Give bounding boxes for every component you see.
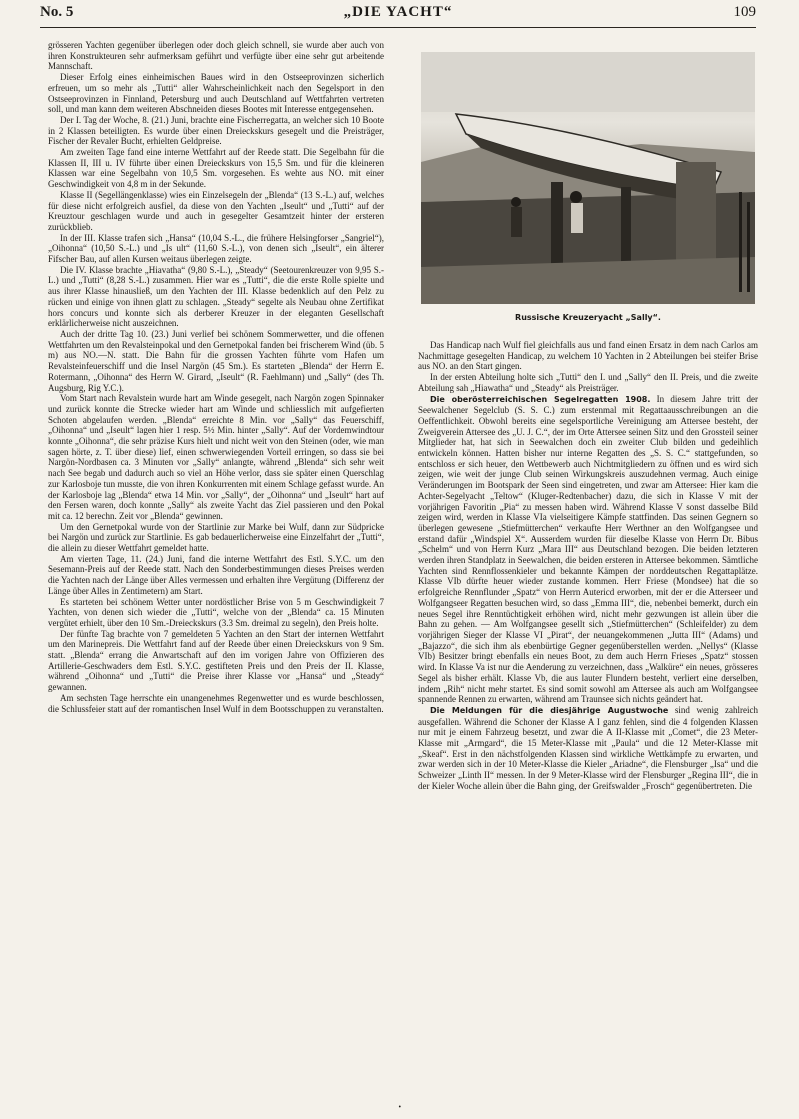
header-rule bbox=[40, 27, 756, 28]
paragraph: Das Handicap nach Wulf fiel gleichfalls aus und fand einen Ersatz in dem nach Carlos am Nachmittage gesegelten Handicap, zu welchem 10 Yachten in 2 Abteilungen bei steifer Brise aus NO. an den Start gingen. bbox=[418, 340, 758, 372]
paragraph: Vom Start nach Revalstein wurde hart am Winde gesegelt, nach Nargön zogen Spinnaker und zurück konnte die Strecke wieder hart am Winde und schliesslich mit aufgefierten Schoten abgelaufen werden. „Blenda“ erreichte 8 Min. vor „Sally“ das Feuerschiff, „Oihonna“ und „Iseult“ lagen hier 1 resp. 5½ Min. hinter „Sally“. Auf der Vordemwindtour konnte „Oihonna“, die sehr präzise Kurs hielt und nicht weit von den Steinen (oder, wie man sagen hörte, z. T. über diese) lief, einen schwerwiegenden Vorteil erringen, so dass sie bei Nargön-Nordbasen ca. 3 Minuten vor „Sally“ anlangte, während „Blenda“ sich sehr weit nach See begab und dadurch auch so viel an Höhe verlor, dass sie später einen Querschlag zur Karlosboje tun musste, die von ihren Konkurrenten mit einem Schlage gefasst wurde. An der Karlosboje lag „Blenda“ etwa 14 Min. vor „Sally“, der „Oihonna“ und „Iseult“ hart auf den Fersen waren, doch konnte „Sally“ als zweite Yacht das Ziel passieren und den Pokal mit ca. 12 berechn. Zeit vor „Blenda“ gewinnen. bbox=[48, 393, 384, 521]
section-text: In diesem Jahre tritt der Seewalchener Segelclub (S. S. C.) zum erstenmal mit Regattaausschreibungen an die Oeffentlichkeit. Obwohl bereits eine segelsportliche Vereinigung am Attersee besteht, der Zweigverein Attersee des „U. J. C.“, der im Orte Attersee seinen Sitz und den Grossteil seiner Mitglieder hat, hat sich in Seewalchen doch ein zweiter Club bilden und gedeihlich entwickeln können. Hatten bisher nur interne Regatten des „S. S. C.“ stattgefunden, so entschloss er sich heuer, den Wettbewerb auch Nichtmitgliedern zu öffnen und es wird sich zeigen, wie weit der junge Club seinen Wirkungskreis auszudehnen vermag. Auch einige Veränderungen im Bootspark der Seen sind eingetreten, und zwar am Attersee: Hier kam die Achter-Segelyacht „Teltow“ (Kluger-Redtenbacher) dazu, die sich in Klasse V mit der vorjährigen Favoritin „Pia“ zu messen haben wird. Während Klasse V sonst dasselbe Bild zeigen wird, werden in Klasse VIa vielseitigere Kämpfe stattfinden. Das seinen Gegnern so überlegen gewesene „Stiefmütterchen“ verkaufte Herr Werthner an den Wolfgangsee und erstand dafür „Windspiel X“. Ausserdem wurden für dieselbe Klasse von Herrn Dr. Bibus „Schelm“ und von Herrn Kurz „Mara III“ aus Deutschland bezogen. Die beiden letzteren werden ihren Standplatz in Seewalchen, die beiden ersteren in Attersee bekommen. Sämtliche Yachten sind Rennflossenkieler und bekannte Kämpen der norddeutschen Regattaplätze. Klasse VIb dürfte heuer wieder zustande kommen. Herr Friese (Mondsee) hat die so erfolgreiche Rennflunder „Spatz“ von Herrn Autericd erworben, mit der er die Atterseer und Wolfgangseer Regatten besuchen wird, so dass „Emma III“, die, nebenbei bemerkt, durch ein neues Segel ihre Renntüchtigkeit erhöhen wird, nicht mehr gezwungen ist allein über die Bahn zu gehen. — Am Wolfgangsee gesellt sich „Stiefmütterchen“ (Schleifelder) zu dem vorjährigen Sieger der Klasse VI „Pirat“, der neuangekommenen „Jutta III“ (Adams) und „Bajazzo“, die sich ihm als ebenbürtige Gegner gegenüberstellen werden. „Nellys“ (Klasse VIb) Besitzer bringt ebenfalls ein neues Boot, zu dem auch Herrn Frieses „Spatz“ stossen wird. In Klasse Va ist nur die Aenderung zu verzeichnen, dass „Walküre“ ein neues, grösseres Segel als bisher erhält. Klasse Vb, die aus lauter Flundern besteht, verliert eine derselben, indem „Rih“ nicht mehr startet. Es sind somit sowohl am Attersee als auch am Wolfgangsee spannende Rennen zu erwarten, während am Traunsee sich nichts geändert hat. bbox=[418, 393, 758, 705]
paragraph: Um den Gernetpokal wurde von der Startlinie zur Marke bei Wulf, dann zur Südpricke bei Nargön und zurück zur Startlinie. Es gab bedauerlicherweise eine Einzelfahrt der „Tutti“, die allein zu dieser Wettfahrt gemeldet hatte. bbox=[48, 521, 384, 554]
paragraph: Auch der dritte Tag 10. (23.) Juni verlief bei schönem Sommerwetter, und die offenen Wettfahrten um den Revalsteinpokal und den Gernetpokal fanden bei frischerem Wind (üb. 5 m) aus NO.—N. statt. Die Bahn für die grossen Yachten führte vom Hafen um Revalsteinfeuerschiff und die Insel Nargön (45 Sm.). Es starteten „Blenda“ der Herrn E. Rotermann, „Oihonna“ des Herrn W. Girard, „Iseult“ (R. Faehlmann) und „Sally“ (des Th. Augsburg, Rig Y.C.). bbox=[48, 328, 384, 393]
paragraph: Der I. Tag der Woche, 8. (21.) Juni, brachte eine Fischerregatta, an welcher sich 10 Boote in 2 Klassen beteiligten. Es wurde über einen Dreieckskurs gesegelt und die Preisträger, Fischer der Revaler Bucht, erhielten Geldpreise. bbox=[48, 114, 384, 147]
left-column bbox=[48, 40, 384, 1105]
paragraph: Die IV. Klasse brachte „Hiavatha“ (9,80 S.-L.), „Steady“ (Seetourenkreuzer von 9,95 S.-L.) und „Tutti“ (8,28 S.-L.) zusammen. Hier war es „Tutti“, die die erste Rolle spielte und aus ihrer Klasse hinausließ, um den Yachten der III. Klasse bedenklich auf den Pelz zu rücken und einige von ihnen glatt zu schlagen. „Steady“ segelte als Neubau ohne Zertifikat hors concurs und konnte sich als derberer Kreuzer in der eleganten Gesellschaft erklärlicherweise nicht auszeichnen. bbox=[48, 264, 384, 329]
page-number: 109 bbox=[733, 4, 756, 20]
section-attersee bbox=[418, 394, 758, 705]
yacht-photo bbox=[421, 52, 755, 304]
paragraph: Am sechsten Tage herrschte ein unangenehmes Regenwetter und es wurde beschlossen, die Schlussfeier statt auf der romantischen Insel Wulf in dem Bootsschuppen zu veranstalten. bbox=[48, 692, 384, 714]
magazine-title: „DIE YACHT“ bbox=[343, 4, 453, 20]
paragraph: Dieser Erfolg eines einheimischen Baues wird in den Ostseeprovinzen sicherlich erfreuen, um so mehr als „Tutti“ aller Wahrscheinlichkeit nach den Segelsport in den Ostseeprovinzen in Finnland, Petersburg und auch Deutschland auf Wettfahrten vertreten soll, und man kann dem weiteren Abschneiden dieses Bootes mit Interesse entgegensehen. bbox=[48, 72, 384, 115]
section-heading: Die Meldungen für die diesjährige Augustwoche bbox=[430, 705, 669, 715]
paragraph: Klasse II (Segellängenklasse) wies ein Einzelsegeln der „Blenda“ (13 S.-L.) auf, welches für diese nicht erfolgreich ausfiel, da diese von den Yachten „Iseult“ und „Tutti“ auf der Kreuztour geschlagen wurde und auch in gesegelter Gesamtzeit hinter der ersteren zurückblieb. bbox=[48, 189, 384, 232]
paragraph: grösseren Yachten gegenüber überlegen oder doch gleich schnell, sie wurde aber auch von ihren Konstrukteuren sehr aufmerksam geführt und verfügte über eine sehr gut arbeitende Mannschaft. bbox=[48, 40, 384, 72]
issue-number: No. 5 bbox=[40, 4, 74, 20]
yacht-illustration bbox=[421, 52, 755, 304]
section-text: sind wenig zahlreich ausgefallen. Während die Schoner der Klasse A I ganz fehlen, sind die 4 folgenden Klassen nur mit je einem Fahrzeug besetzt, und zwar die A II-Klasse mit „Comet“, die 23 Meter-Klasse mit „Armgard“, die 15 Meter-Klasse mit „Paula“ und die 12 Meter-Klasse mit „Skeaf“. Erst in den nächstfolgenden Klassen sind wirkliche Wettkämpfe zu erwarten, und zwar werden sich in der 10 Meter-Klasse die Kieler „Ariadne“, die Flensburger „Isa“ und die Schweizer „Linth II“ messen. In der 9 Meter-Klasse wird der Flensburger „Regina III“, die in der Kieler Woche allein über die Bahn ging, der Greifswalder „Frosch“ gegenübertreten. Die bbox=[418, 704, 758, 791]
paragraph: Der fünfte Tag brachte von 7 gemeldeten 5 Yachten an den Start der internen Wettfahrt um den Marinepreis. Die Wettfahrt fand auf der Reede über einen Dreieckskurs von 9 Sm. statt. „Blenda“ errang die Anwartschaft auf den im vorigen Jahre von Offizieren des Artillerie-Geschwaders dem Estl. S.Y.C. gestifteten Preis und den Preis der II. Klasse, während „Oihonna“ und „Tutti“ die Preise ihrer Klasse vor „Hansa“ und „Steady“ gewannen. bbox=[48, 628, 384, 693]
section-heading: Die oberösterreichischen Segelregatten 1908. bbox=[430, 394, 651, 404]
footer-mark: • bbox=[398, 1104, 402, 1111]
right-column bbox=[418, 340, 758, 1105]
section-augustwoche bbox=[418, 705, 758, 792]
paragraph: In der ersten Abteilung holte sich „Tutti“ den I. und „Sally“ den II. Preis, und die zweite Abteilung sah „Hiawatha“ und „Steady“ als Preisträger. bbox=[418, 372, 758, 393]
photo-caption: Russische Kreuzeryacht „Sally“. bbox=[515, 313, 661, 322]
paragraph: In der III. Klasse trafen sich „Hansa“ (10,04 S.-L., die frühere Helsingforser „Sangriel“), „Oihonna“ (10,50 S.-L.) und „Is ult“ (11,60 S.-L.), von denen sich „Iseult“, ein älterer Fifscher Bau, auf allen Kursen weitaus überlegen zeigte. bbox=[48, 232, 384, 265]
paragraph: Am zweiten Tage fand eine interne Wettfahrt auf der Reede statt. Die Segelbahn für die Klassen II, III u. IV führte über einen Dreieckskurs von 15,5 Sm. und für die kleineren Klassen war eine Segelbahn von 10,5 Sm. vorgesehen. Es wehte aus NO. mit einer Geschwindigkeit von 4,8 m in der Sekunde. bbox=[48, 147, 384, 190]
paragraph: Es starteten bei schönem Wetter unter nordöstlicher Brise von 5 m Geschwindigkeit 7 Yachten, von denen sich wieder die „Tutti“, welche von der „Blenda“ ca. 15 Minuten vergütet erhielt, über den 10 Sm.-Dreieckskurs (3.3 Sm. dreimal zu segeln), den Preis holte. bbox=[48, 596, 384, 628]
paragraph: Am vierten Tage, 11. (24.) Juni, fand die interne Wettfahrt des Estl. S.Y.C. um den Sesemann-Preis auf der Reede statt. Nach den Sonderbestimmungen dieses Preises werden die Yachten nach der Länge über Alles vermessen und erhalten ihre Vergütung (Differenz der Länge über Alles in Zentimetern) am Start. bbox=[48, 553, 384, 596]
